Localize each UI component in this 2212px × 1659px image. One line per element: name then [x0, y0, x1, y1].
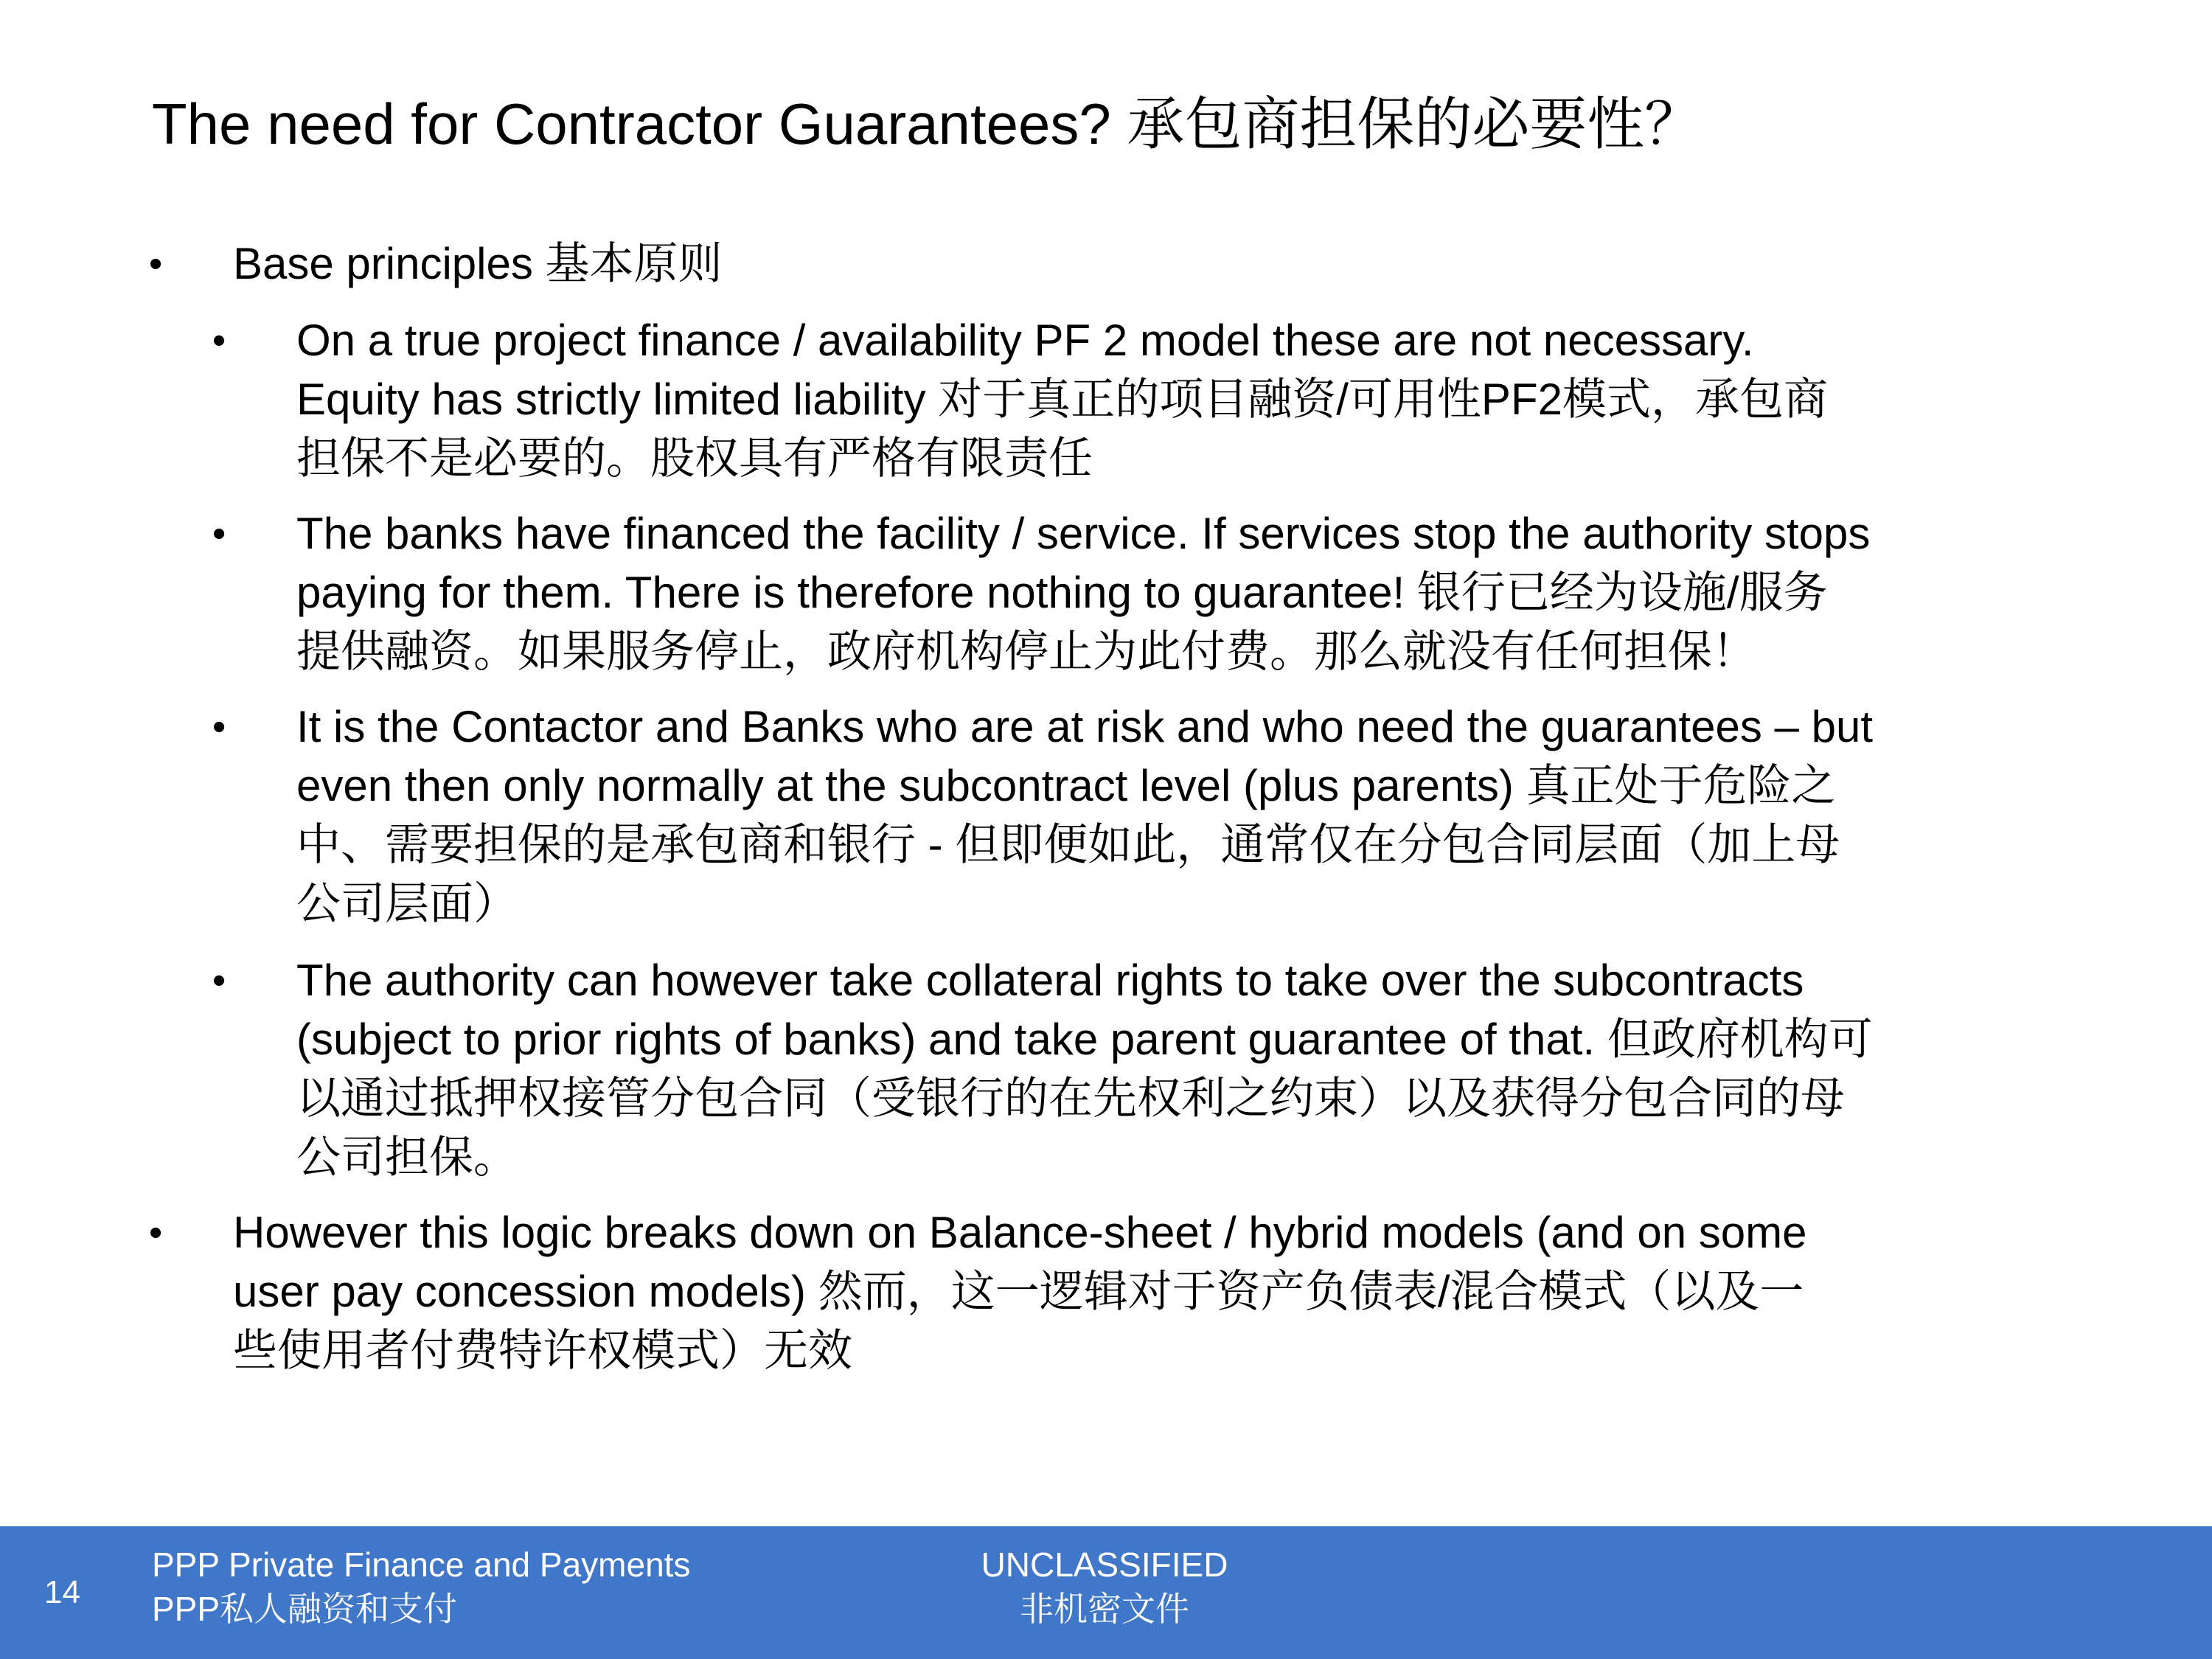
bullet-text-line: 以通过抵押权接管分包合同（受银行的在先权利之约束）以及获得分包合同的母 [296, 1074, 1845, 1123]
bullet-text-line: 公司层面） [296, 879, 518, 928]
bullet-marker: • [149, 243, 163, 285]
footer-title-chinese: PPP私人融资和支付 [152, 1590, 458, 1628]
bullet-text-line: Equity has strictly limited liability 对于真正的项目融资/可用性PF2模式，承包商 [296, 375, 1828, 424]
bullet-text-line: paying for them. There is therefore nothing to guarantee! 银行已经为设施/服务 [296, 568, 1828, 617]
bullet-text-line: The banks have financed the facility / service. If services stop the authority stops [296, 509, 1871, 558]
bullet-item-banks-financed [212, 504, 2066, 681]
bullet-text-line: However this logic breaks down on Balance-sheet / hybrid models (and on some [233, 1208, 1807, 1257]
classification-english: UNCLASSIFIED [981, 1545, 1228, 1584]
footer-presentation-title [152, 1543, 690, 1631]
slide-title: The need for Contractor Guarantees? 承包商担保的必要性？ [152, 91, 1703, 156]
bullet-marker: • [212, 319, 226, 362]
bullet-item-contractor-banks-risk [212, 698, 2066, 933]
bullet-item-base-principles [149, 234, 2047, 293]
bullet-text-line: user pay concession models) 然而，这一逻辑对于资产负债表/混合模式（以及一 [233, 1267, 1804, 1316]
bullet-text-line: It is the Contactor and Banks who are at risk and who need the guarantees – but [296, 702, 1873, 751]
bullet-item-logic-breaks-down [149, 1203, 2047, 1380]
bullet-text-line: 中、需要担保的是承包商和银行 - 但即便如此，通常仅在分包合同层面（加上母 [296, 820, 1840, 869]
bullet-text-line: 提供融资。如果服务停止，政府机构停止为此付费。那么就没有任何担保！ [296, 627, 1756, 676]
bullet-marker: • [212, 512, 226, 555]
footer-bar [0, 1526, 2212, 1659]
bullet-marker: • [212, 706, 226, 748]
footer-title-english: PPP Private Finance and Payments [152, 1545, 691, 1584]
bullet-text-line: On a true project finance / availability PF 2 model these are not necessary. [296, 316, 1754, 365]
classification-chinese: 非机密文件 [1020, 1590, 1189, 1628]
bullet-text-line: The authority can however take collateral rights to take over the subcontracts [296, 956, 1804, 1005]
page-number: 14 [44, 1574, 80, 1610]
bullet-text-line: 些使用者付费特许权模式）无效 [233, 1326, 852, 1375]
bullet-text-line: Base principles 基本原则 [233, 239, 723, 288]
footer-classification [972, 1543, 1237, 1631]
bullet-text-line: 公司担保。 [296, 1133, 518, 1182]
bullet-text-line: even then only normally at the subcontract level (plus parents) 真正处于危险之 [296, 761, 1836, 810]
bullet-text-line: (subject to prior rights of banks) and take parent guarantee of that. 但政府机构可 [296, 1015, 1873, 1064]
bullet-text-line: 担保不是必要的。股权具有严格有限责任 [296, 434, 1093, 483]
bullet-marker: • [149, 1211, 163, 1254]
bullet-item-project-finance [212, 311, 2066, 488]
bullet-item-authority-collateral [212, 951, 2066, 1187]
bullet-marker: • [212, 959, 226, 1002]
